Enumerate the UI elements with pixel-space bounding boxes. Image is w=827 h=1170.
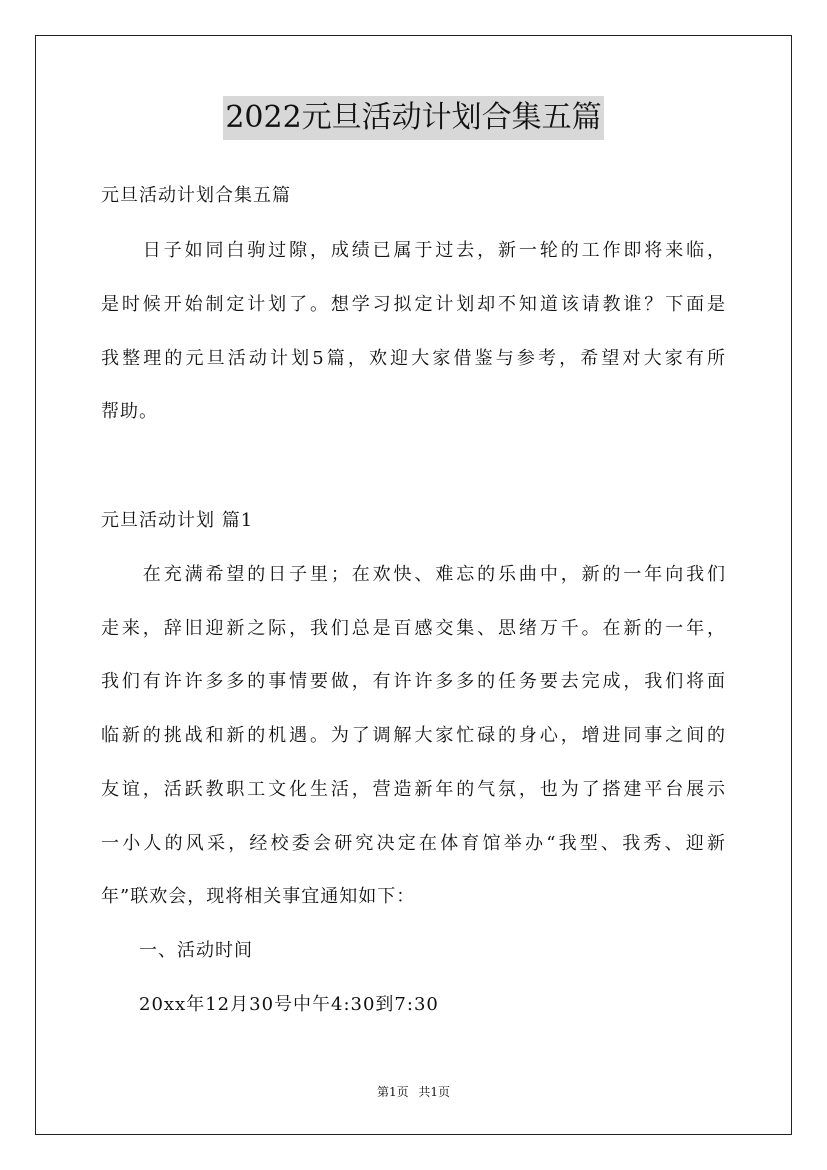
intro-line-2: 是时候开始制定计划了。想学习拟定计划却不知道该请教谁？下面是 <box>101 294 726 315</box>
section1-line-5: 友谊，活跃教职工文化生活，营造新年的气氛，也为了搭建平台展示 <box>101 779 726 800</box>
section1-line-6: 一小人的风采，经校委会研究决定在体育馆举办“我型、我秀、迎新 <box>101 833 726 854</box>
section1-line-4: 临新的挑战和新的机遇。为了调解大家忙碌的身心，增进同事之间的 <box>101 725 726 746</box>
item1-value: 20xx年12月30号中午4:30到7:30 <box>101 994 439 1015</box>
intro-line-4: 帮助。 <box>101 401 158 422</box>
item1-heading: 一、活动时间 <box>101 940 253 961</box>
section1-heading: 元旦活动计划 篇1 <box>101 510 254 531</box>
document-subtitle: 元旦活动计划合集五篇 <box>101 185 291 206</box>
page-current: 第1页 <box>376 1085 409 1099</box>
section1-line-2: 走来，辞旧迎新之际，我们总是百感交集、思绪万千。在新的一年， <box>101 618 726 639</box>
section1-line-1: 在充满希望的日子里；在欢快、难忘的乐曲中，新的一年向我们 <box>101 564 726 585</box>
section1-line-7: 年”联欢会，现将相关事宜通知如下： <box>101 886 416 907</box>
page-footer <box>0 1084 827 1100</box>
document-title: 2022元旦活动计划合集五篇 <box>223 96 603 140</box>
intro-line-1: 日子如同白驹过隙，成绩已属于过去，新一轮的工作即将来临， <box>101 240 726 261</box>
intro-line-3: 我整理的元旦活动计划5篇，欢迎大家借鉴与参考，希望对大家有所 <box>101 348 726 369</box>
page-total: 共1页 <box>418 1085 451 1099</box>
title-container <box>0 96 827 140</box>
section1-line-3: 我们有许许多多的事情要做，有许许多多的任务要去完成，我们将面 <box>101 671 726 692</box>
